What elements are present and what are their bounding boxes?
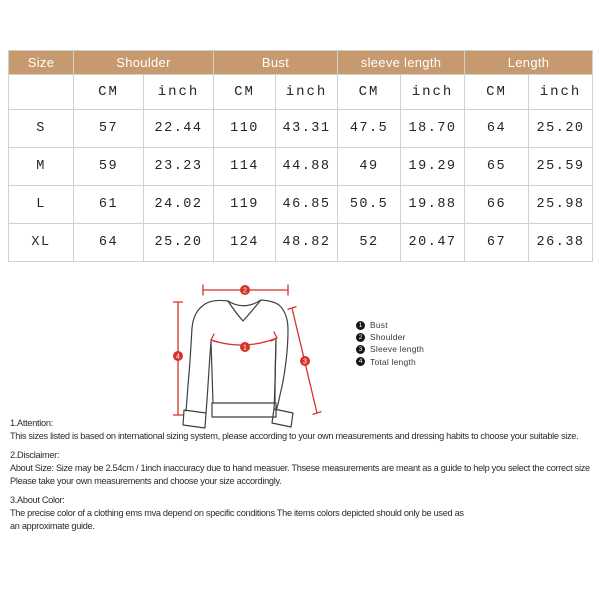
disclaimer-section [10,449,600,488]
measurement-cell: 24.02 [144,186,214,224]
measurement-cell: 47.5 [338,110,401,148]
measurement-cell: 64 [465,110,529,148]
notes-section [10,417,600,539]
bust-callout-number: 1 [243,344,247,352]
size-label: L [9,186,74,224]
legend-item-sleeve-length [356,344,424,354]
col-header-bust: Bust [214,51,338,75]
measurement-cell: 25.20 [529,110,593,148]
legend-label: Sleeve length [370,344,425,355]
legend-label: Total length [370,356,416,367]
attention-title: 1.Attention: [10,418,53,428]
measurement-cell: 57 [74,110,144,148]
legend-marker-2: 2 [356,333,365,342]
size-label: XL [9,224,74,262]
measurement-cell: 59 [74,148,144,186]
measurement-cell: 46.85 [276,186,338,224]
legend-item-shoulder [356,332,424,342]
disclaimer-line: Please take your own measurements and choose your size accordingly. [10,476,282,486]
measurement-cell: 64 [74,224,144,262]
table-row [9,148,593,186]
unit-cell: inch [276,75,338,110]
legend-item-total-length [356,357,424,367]
legend-marker-4: 4 [356,357,365,366]
measurement-cell: 23.23 [144,148,214,186]
measurement-cell: 26.38 [529,224,593,262]
legend-marker-1: 1 [356,321,365,330]
measurement-cell: 66 [465,186,529,224]
unit-cell: CM [338,75,401,110]
table-unit-row [9,75,593,110]
col-header-size: Size [9,51,74,75]
measurement-cell: 19.29 [401,148,465,186]
measurement-cell: 22.44 [144,110,214,148]
unit-cell: CM [214,75,276,110]
measurement-cell: 25.98 [529,186,593,224]
unit-cell [9,75,74,110]
size-chart-table [8,50,593,262]
unit-cell: inch [401,75,465,110]
sleeve-callout-number: 3 [303,358,307,366]
measurement-legend [356,320,424,369]
attention-body: This sizes listed is based on international sizing system, please according to your own measurements and dressing habits to choose your suitable size. [10,431,579,441]
measurement-cell: 61 [74,186,144,224]
disclaimer-line: About Size: Size may be 2.54cm / 1inch inaccuracy due to hand measuer. Thsese measurements are meant as a guide to help you select the correct size [10,463,590,473]
measurement-cell: 43.31 [276,110,338,148]
shoulder-callout-number: 2 [243,287,247,295]
measurement-cell: 48.82 [276,224,338,262]
measurement-cell: 119 [214,186,276,224]
measurement-cell: 65 [465,148,529,186]
measurement-cell: 18.70 [401,110,465,148]
measurement-cell: 124 [214,224,276,262]
about-color-line: The precise color of a clothing ems mva depend on specific conditions The items colors depicted should only be used as [10,508,464,518]
size-label: M [9,148,74,186]
measurement-cell: 110 [214,110,276,148]
about-color-section [10,494,600,533]
measurement-cell: 50.5 [338,186,401,224]
sweater-outline [183,300,293,428]
attention-section [10,417,600,443]
measurement-cell: 67 [465,224,529,262]
sweater-measurement-diagram [128,270,328,438]
callout-badges [173,285,310,366]
unit-cell: CM [74,75,144,110]
measurement-cell: 114 [214,148,276,186]
length-callout-number: 4 [176,353,180,361]
about-color-title: 3.About Color: [10,495,65,505]
measurement-cell: 20.47 [401,224,465,262]
measurement-cell: 49 [338,148,401,186]
unit-cell: CM [465,75,529,110]
disclaimer-title: 2.Disclaimer: [10,450,60,460]
col-header-shoulder: Shoulder [74,51,214,75]
legend-marker-3: 3 [356,345,365,354]
unit-cell: inch [529,75,593,110]
size-label: S [9,110,74,148]
legend-label: Shoulder [370,332,406,343]
col-header-length: Length [465,51,593,75]
measurement-cell: 52 [338,224,401,262]
col-header-sleeve-length: sleeve length [338,51,465,75]
unit-cell: inch [144,75,214,110]
legend-item-bust [356,320,424,330]
legend-label: Bust [370,320,388,330]
measurement-cell: 44.88 [276,148,338,186]
measurement-cell: 25.59 [529,148,593,186]
table-row [9,186,593,224]
measurement-cell: 19.88 [401,186,465,224]
table-row [9,110,593,148]
about-color-line: an approximate guide. [10,521,95,531]
measurement-cell: 25.20 [144,224,214,262]
table-header-row [9,51,593,75]
table-row [9,224,593,262]
